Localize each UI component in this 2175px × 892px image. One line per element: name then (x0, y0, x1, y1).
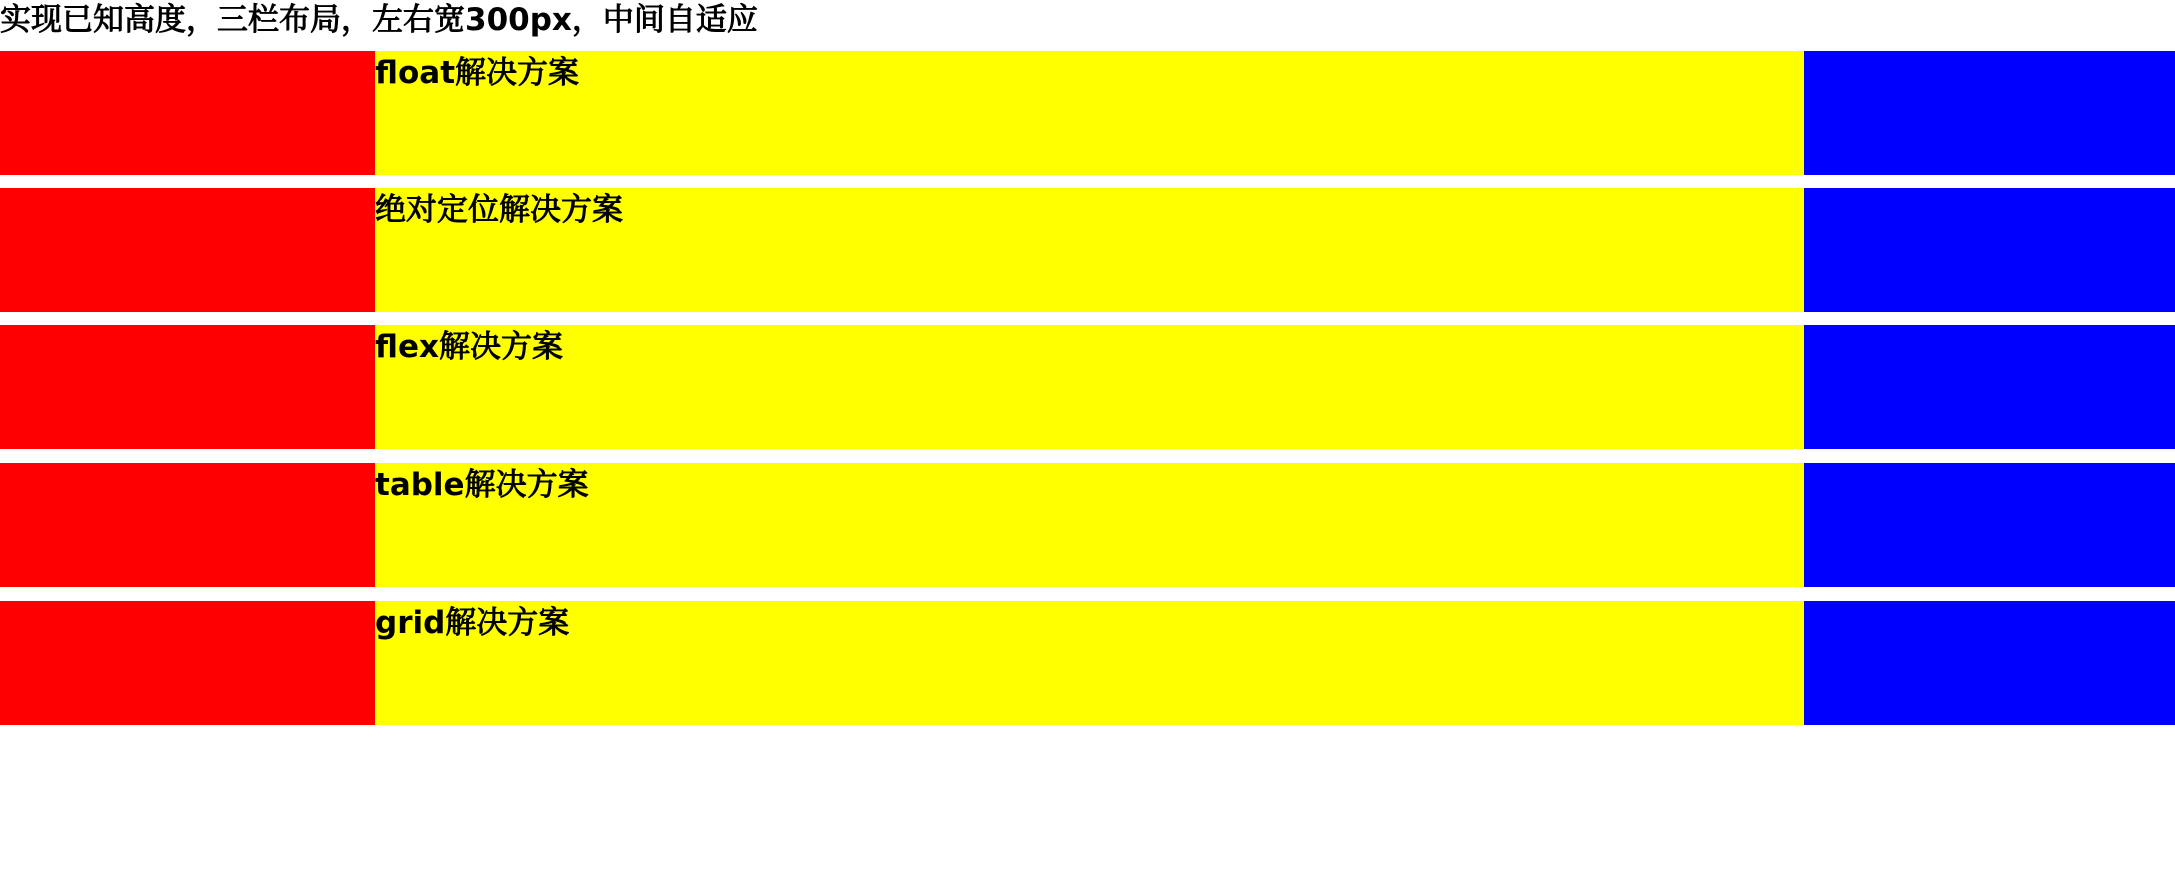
center-column (375, 188, 1804, 312)
left-column (0, 601, 375, 725)
layout-section-flex (0, 325, 2175, 449)
section-heading: float解决方案 (375, 55, 580, 91)
layout-section-table (0, 463, 2175, 587)
center-column (375, 51, 1804, 175)
left-column (0, 463, 375, 587)
right-column (1804, 601, 2175, 725)
section-heading: table解决方案 (375, 467, 589, 503)
layout-section-grid (0, 601, 2175, 725)
right-column (1804, 51, 2175, 175)
right-column (1804, 188, 2175, 312)
layout-section-float (0, 51, 2175, 175)
section-heading: grid解决方案 (375, 605, 570, 641)
center-column (375, 601, 1804, 725)
section-heading: flex解决方案 (375, 329, 563, 365)
center-column (375, 325, 1804, 449)
left-column (0, 51, 375, 175)
right-column (1804, 325, 2175, 449)
center-column (375, 463, 1804, 587)
left-column (0, 325, 375, 449)
page-title: 实现已知高度，三栏布局，左右宽300px，中间自适应 (0, 2, 758, 38)
right-column (1804, 463, 2175, 587)
section-heading: 绝对定位解决方案 (375, 192, 623, 228)
layout-section-absolute (0, 188, 2175, 312)
left-column (0, 188, 375, 312)
